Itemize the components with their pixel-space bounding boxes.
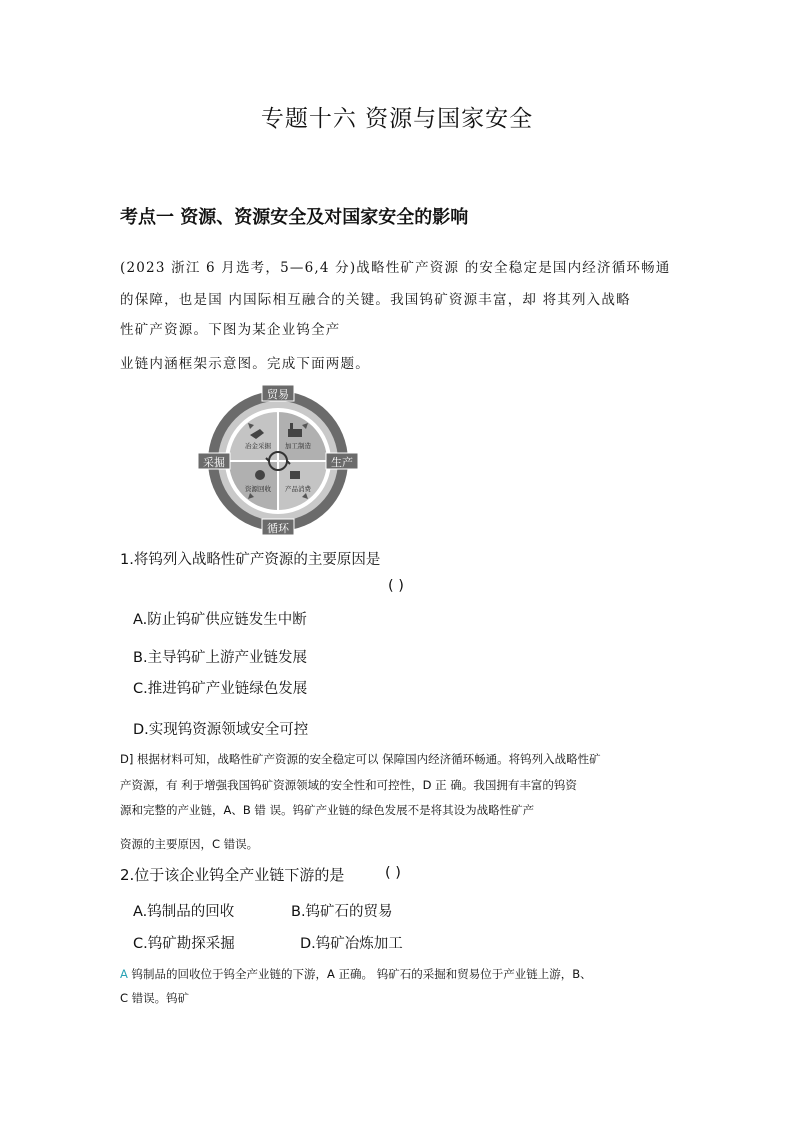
- quadrant-label-2: 加工制造: [285, 442, 311, 450]
- products-icon: [290, 471, 300, 479]
- q2-bracket: ( ): [385, 865, 401, 881]
- page-title: 专题十六 资源与国家安全: [260, 106, 534, 132]
- recycle-icon: [255, 470, 265, 480]
- q1-answer-line-2: 产资源，有 利于增强我国钨矿资源领域的安全性和可控性，D 正 确。我国拥有丰富的钨资: [120, 778, 577, 792]
- section-title: 考点一 资源、资源安全及对国家安全的影响: [120, 207, 469, 228]
- q1-option-d: D.实现钨资源领域安全可控: [133, 722, 309, 738]
- q2-option-a: A.钨制品的回收: [133, 904, 235, 920]
- ring-label-right: 生产: [331, 456, 353, 469]
- q2-option-d: D.钨矿冶炼加工: [300, 936, 403, 952]
- quadrant-label-1: 冶金采掘: [245, 442, 271, 450]
- q1-stem: 1.将钨列入战略性矿产资源的主要原因是: [120, 552, 381, 568]
- q2-answer-letter: A: [120, 967, 128, 981]
- q2-stem: 2.位于该企业钨全产业链下游的是: [120, 866, 345, 884]
- intro-line-3: 性矿产资源。下图为某企业钨全产: [120, 322, 341, 338]
- q2-answer-text: 钨制品的回收位于钨全产业链的下游，A 正确。 钨矿石的采掘和贸易位于产业链上游，B、: [127, 967, 592, 981]
- q1-answer-line-4: 资源的主要原因，C 错误。: [120, 837, 259, 851]
- quadrant-label-3: 资源回收: [245, 485, 271, 493]
- intro-line-1: (2023 浙江 6 月选考，5—6,4 分)战略性矿产资源 的安全稳定是国内经济循环畅通: [120, 260, 671, 276]
- intro-line-2: 的保障，也是国 内国际相互融合的关键。我国钨矿资源丰富，却 将其列入战略: [120, 292, 631, 308]
- q2-option-b: B.钨矿石的贸易: [291, 904, 393, 920]
- q1-bracket: ( ): [388, 578, 404, 594]
- q1-option-b: B.主导钨矿上游产业链发展: [133, 650, 308, 666]
- quadrant-label-4: 产品消费: [285, 485, 311, 493]
- industry-chain-diagram: [196, 383, 360, 535]
- q1-answer-line-3: 源和完整的产业链，A、B 错 误。钨矿产业链的绿色发展不是将其设为战略性矿产: [120, 803, 535, 817]
- ring-label-top: 贸易: [267, 388, 289, 401]
- ring-label-bottom: 循环: [267, 522, 289, 535]
- q2-option-c: C.钨矿勘探采掘: [133, 936, 235, 952]
- intro-line-4: 业链内涵框架示意图。完成下面两题。: [120, 356, 370, 372]
- q2-answer-line-2: C 错误。钨矿: [120, 991, 190, 1005]
- q1-option-a: A.防止钨矿供应链发生中断: [133, 612, 307, 628]
- ring-label-left: 采掘: [203, 456, 225, 469]
- q1-answer-line-1: D] 根据材料可知，战略性矿产资源的安全稳定可以 保障国内经济循环畅通。将钨列入战略性矿: [120, 752, 601, 766]
- q2-answer-line-1: [120, 966, 592, 982]
- q1-option-c: C.推进钨矿产业链绿色发展: [133, 681, 308, 697]
